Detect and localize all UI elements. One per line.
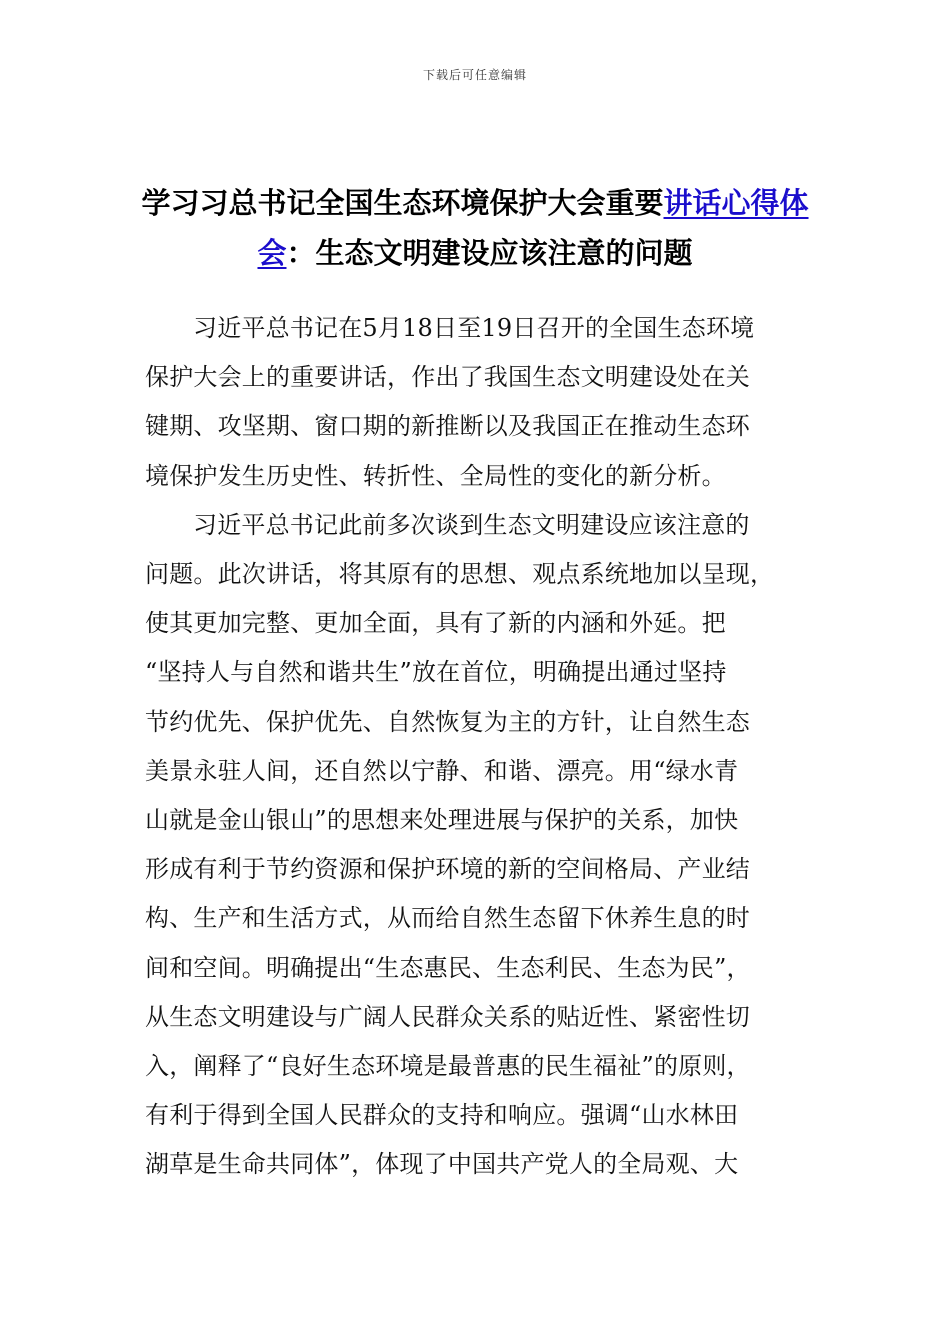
- paragraph-line: 从生态文明建设与广阔人民群众关系的贴近性、紧密性切: [145, 1002, 750, 1031]
- paragraph-line: 保护大会上的重要讲话，作出了我国生态文明建设处在关: [145, 363, 750, 392]
- paragraph-2: [145, 501, 805, 1190]
- paragraph-line: 有利于得到全国人民群众的支持和响应。强调“山水林田: [145, 1101, 739, 1130]
- paragraph-line: 境保护发生历史性、转折性、全局性的变化的新分析。: [145, 461, 726, 490]
- header-note: 下载后可任意编辑: [422, 68, 527, 82]
- paragraph-line: 习近平总书记此前多次谈到生态文明建设应该注意的: [193, 510, 750, 539]
- paragraph-line: 习近平总书记在5月18日至19日召开的全国生态环境: [193, 314, 755, 342]
- paragraph-line: 山就是金山银山”的思想来处理进展与保护的关系，加快: [145, 806, 739, 835]
- title-line-1: [110, 178, 840, 228]
- title-line-2: [110, 228, 840, 278]
- document-title: [110, 178, 840, 278]
- title-text: 学习习总书记全国生态环境保护大会重要: [141, 186, 664, 220]
- paragraph-line: 形成有利于节约资源和保护环境的新的空间格局、产业结: [145, 855, 750, 884]
- paragraph-line: 问题。此次讲话，将其原有的思想、观点系统地加以呈现，: [145, 560, 775, 589]
- paragraph-line: “坚持人与自然和谐共生”放在首位，明确提出通过坚持: [145, 658, 727, 687]
- paragraph-line: 入，阐释了“良好生态环境是最普惠的民生福祉”的原则，: [145, 1052, 751, 1081]
- paragraph-line: 间和空间。明确提出“生态惠民、生态利民、生态为民”，: [145, 953, 751, 982]
- title-link-continued[interactable]: 会: [257, 236, 287, 270]
- document-body: [145, 304, 805, 1190]
- paragraph-line: 构、生产和生活方式，从而给自然生态留下休养生息的时: [145, 904, 750, 933]
- title-link[interactable]: 讲话心得体: [663, 186, 809, 220]
- paragraph-line: 使其更加完整、更加全面，具有了新的内涵和外延。把: [145, 609, 726, 638]
- paragraph-line: 节约优先、保护优先、自然恢复为主的方针，让自然生态: [145, 707, 750, 736]
- title-subtitle-text: ：生态文明建设应该注意的问题: [286, 236, 693, 270]
- paragraph-line: 键期、攻坚期、窗口期的新推断以及我国正在推动生态环: [145, 412, 750, 441]
- paragraph-line: 湖草是生命共同体”，体现了中国共产党人的全局观、大: [145, 1150, 739, 1179]
- paragraph-line: 美景永驻人间，还自然以宁静、和谐、漂亮。用“绿水青: [145, 756, 739, 785]
- paragraph-1: [145, 304, 805, 501]
